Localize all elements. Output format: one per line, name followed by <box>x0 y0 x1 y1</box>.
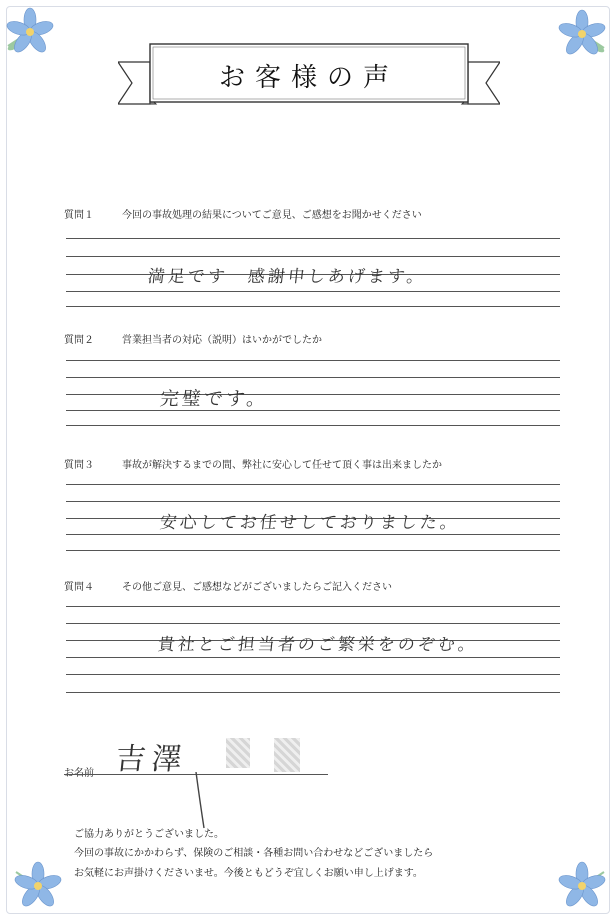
question-number: 質問３ <box>64 460 94 471</box>
question-number: 質問２ <box>64 335 94 346</box>
answer-handwriting: 安心してお任せしておりました。 <box>158 513 461 533</box>
question-2 <box>64 331 564 346</box>
question-text: 今回の事故処理の結果についてご意見、ご感想をお聞かせください <box>122 210 422 221</box>
question-text: 営業担当者の対応（説明）はいかがでしたか <box>122 335 322 346</box>
flower-icon <box>554 858 610 914</box>
question-number: 質問４ <box>64 582 94 593</box>
question-1 <box>64 206 564 221</box>
redacted-mosaic <box>226 738 250 768</box>
name-label <box>64 764 94 779</box>
name-handwriting: 吉澤 <box>113 742 190 777</box>
answer-handwriting: 完璧です。 <box>158 388 270 410</box>
question-3 <box>64 456 564 471</box>
answer-handwriting: 満足です 感謝申しあげます。 <box>146 267 428 287</box>
flower-icon <box>554 6 610 62</box>
flower-icon <box>2 4 58 60</box>
redacted-mosaic <box>274 738 300 772</box>
question-text: その他ご意見、ご感想などがございましたらご記入ください <box>122 582 392 593</box>
closing-line: お気軽にお声掛けくださいませ。今後ともどうぞ宜しくお願い申し上げます。 <box>74 868 423 879</box>
question-text: 事故が解決するまでの間、弊社に安心して任せて頂く事は出来ましたか <box>122 460 442 471</box>
question-number: 質問１ <box>64 210 94 221</box>
closing-line: 今回の事故にかかわらず、保険のご相談・各種お問い合わせなどございましたら <box>74 848 434 859</box>
flower-icon <box>10 858 66 914</box>
page-title: お客様の声 <box>218 62 399 93</box>
closing-thanks: ご協力ありがとうございました。 <box>74 829 224 840</box>
question-4 <box>64 578 564 593</box>
pen-stroke <box>190 772 214 832</box>
answer-handwriting: 貴社とご担当者のご繁栄をのぞむ。 <box>156 635 479 655</box>
